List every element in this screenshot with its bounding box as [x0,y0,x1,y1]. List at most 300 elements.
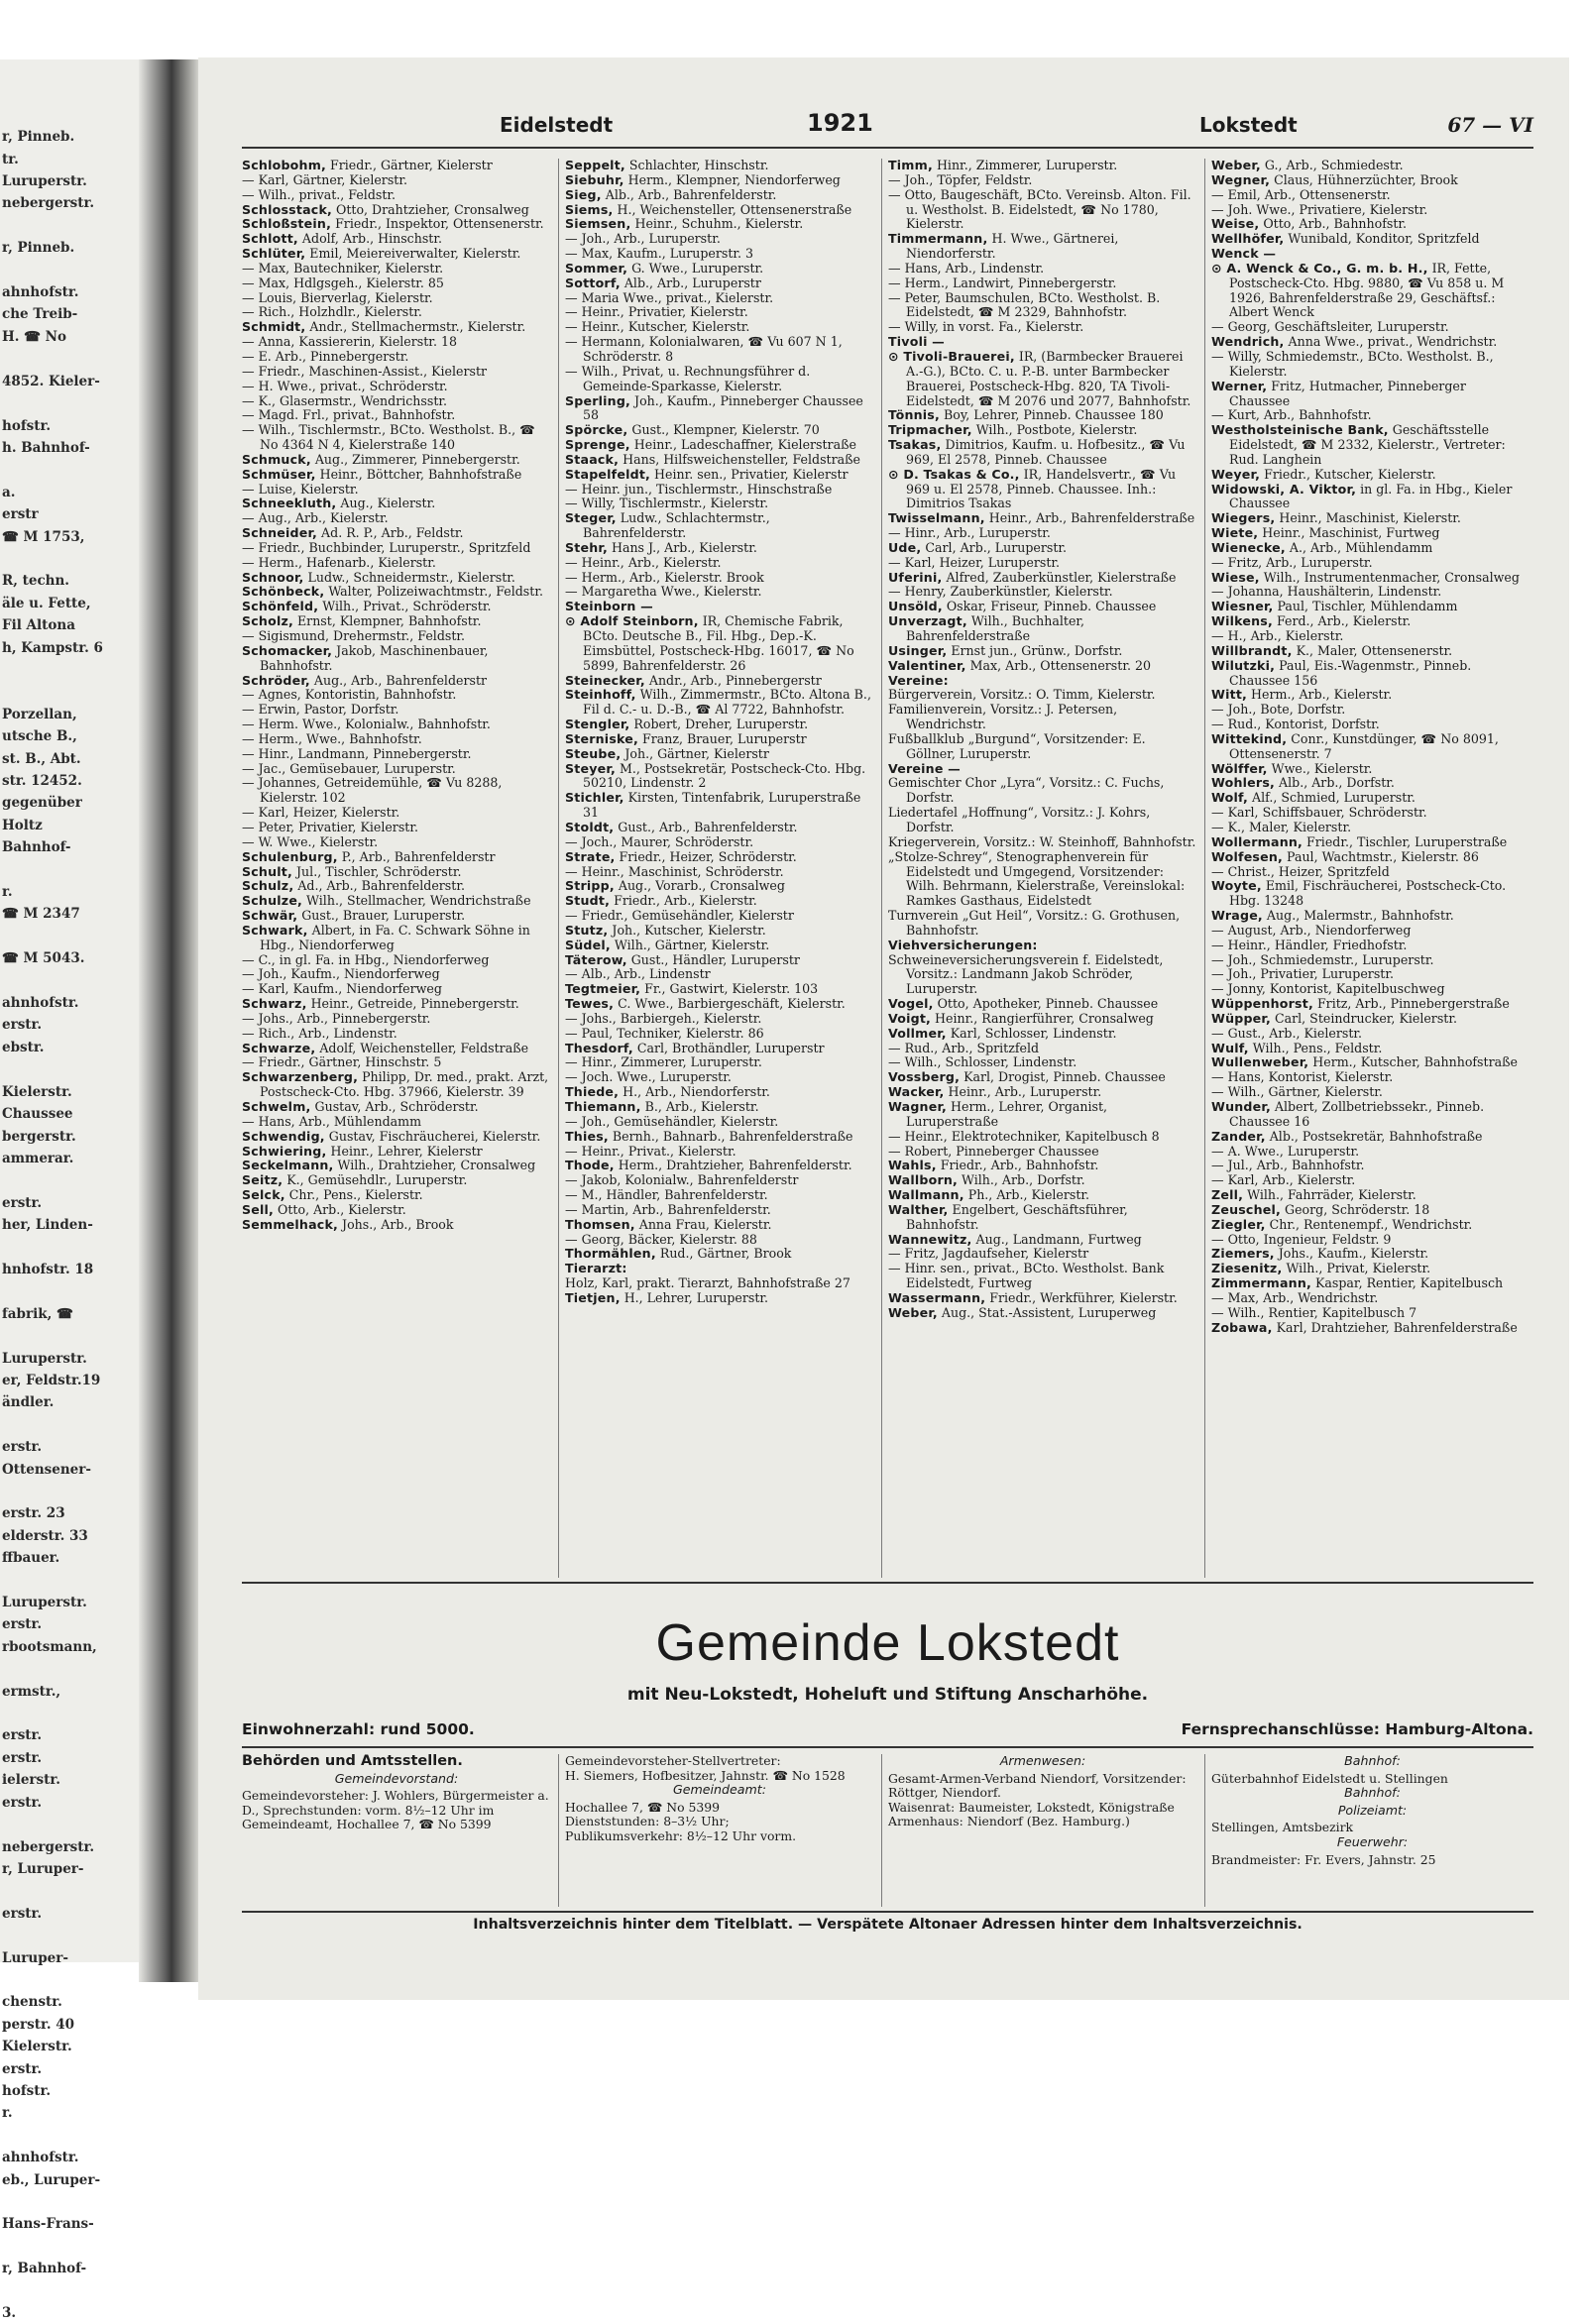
entry-surname: Wulf, [1211,1040,1249,1055]
entry-surname: Willbrandt, [1211,642,1293,658]
entry-surname: ⊙ Tivoli-Brauerei, [888,348,1015,364]
entry-surname: Schulze, [242,893,303,909]
directory-entry [565,483,874,498]
directory-entry [888,1262,1197,1291]
directory-entry [888,1233,1197,1248]
left-margin-fragment: ahnhofstr. [2,2150,79,2166]
entry-surname: Schnoor, [242,569,304,585]
directory-entry [1211,1321,1521,1336]
entry-details: — Jonny, Kontorist, Kapitelbuschweg [1211,981,1445,997]
entry-surname: Zeuschel, [1211,1201,1282,1217]
entry-details: — Willy, Schmiedemstr., BCto. Westholst. B., Kielerstr. [1211,348,1494,379]
directory-entry [1211,688,1521,703]
directory-entry [242,350,551,365]
directory-entry [888,1130,1197,1145]
directory-entry [242,1203,551,1218]
entry-details: — W. Wwe., Kielerstr. [242,833,379,849]
directory-entry [1211,600,1521,614]
entry-details: H., Lehrer, Luruperstr. [620,1289,769,1305]
entry-details: — Friedr., Gärtner, Hinschstr. 5 [242,1054,442,1070]
directory-entry [1211,791,1521,806]
entry-details: Wilh., Drahtzieher, Cronsalweg [333,1158,536,1173]
directory-entry [888,909,1197,939]
entry-details: Heinr., Maschinist, Furtweg [1258,525,1440,541]
directory-entry [242,1115,551,1130]
entry-details: — Fritz, Jagdaufseher, Kielerstr [888,1246,1089,1262]
entry-surname: ⊙ A. Wenck & Co., G. m. b. H., [1211,260,1428,276]
directory-entry [1211,1233,1521,1248]
directory-entry [1211,939,1521,953]
entry-details: — Joh., Privatier, Luruperstr. [1211,966,1394,982]
gemeinde-subtitle: mit Neu-Lokstedt, Hoheluft und Stiftung Anscharhöhe. [626,1685,1149,1705]
directory-entry [565,982,874,997]
entry-details: C. Wwe., Barbiergeschäft, Kielerstr. [614,996,846,1012]
directory-entry [888,1173,1197,1188]
entry-details: — Erwin, Pastor, Dorfstr. [242,702,399,718]
entry-details: — Heinr., Maschinist, Schröderstr. [565,863,784,879]
entry-details: — Georg, Geschäftsleiter, Luruperstr. [1211,319,1449,335]
entry-details: — Heinr., Arb., Kielerstr. [565,554,722,570]
entry-details: Wilh., Stellmacher, Wendrichstraße [302,893,531,909]
entry-surname: Vogel, [888,996,934,1012]
directory-entry [888,1055,1197,1070]
entry-details: Gust., Brauer, Luruperstr. [297,908,466,924]
left-margin-fragment: h, Kampstr. 6 [2,639,103,656]
entry-details: — Wilh., privat., Feldstr. [242,186,396,202]
left-margin-fragment: erstr. [2,1905,43,1922]
directory-entry [565,1233,874,1248]
left-margin-fragment: utsche B., [2,728,77,745]
directory-entry [242,850,551,865]
entry-surname: Wagner, [888,1099,948,1114]
entry-details: Walter, Polizeiwachtmstr., Feldstr. [324,584,543,600]
entry-details: H., Weichensteller, Ottensenerstraße [613,201,852,217]
entry-surname: Schmüser, [242,466,316,482]
entry-surname: Wittekind, [1211,730,1288,746]
directory-entry [242,1027,551,1042]
entry-details: — Hinr., Arb., Luruperstr. [888,525,1051,541]
entry-details: Kirsten, Tintenfabrik, Luruperstraße 31 [583,790,861,821]
directory-entry [565,879,874,894]
entry-details: — Luise, Kielerstr. [242,481,359,497]
directory-entry [1211,217,1521,232]
column-divider [1204,1754,1205,1907]
directory-entry [888,556,1197,571]
directory-entry [565,541,874,556]
directory-entry [242,526,551,541]
entry-details: — Hinr., Zimmerer, Luruperstr. [565,1054,762,1070]
entry-surname: Steube, [565,745,622,761]
entry-surname: Sell, [242,1201,275,1217]
left-margin-fragment: ffbauer. [2,1550,60,1567]
entry-details: — Hinr. sen., privat., BCto. Westholst. Bank Eidelstedt, Furtweg [888,1261,1165,1291]
entry-surname: Thiemann, [565,1099,641,1114]
directory-entry [1211,1012,1521,1027]
entry-surname: Schwiering, [242,1143,327,1159]
directory-entry [888,468,1197,512]
entry-surname: Wüppenhorst, [1211,996,1313,1012]
entry-details: Max, Arb., Ottensenerstr. 20 [965,657,1151,673]
left-margin-fragment: ☎ M 5043. [2,950,85,967]
left-margin-fragment: Holtz [2,817,43,833]
directory-entry [888,291,1197,321]
directory-entry [242,644,551,674]
directory-entry [1211,614,1521,629]
entry-details: Familienverein, Vorsitz.: J. Petersen, Wendrichstr. [888,702,1118,732]
left-margin-fragment: chenstr. [2,1994,62,2011]
directory-entry [888,688,1197,703]
entry-details: Friedr., Arb., Kielerstr. [610,893,757,909]
entry-details: — Henry, Zauberkünstler, Kielerstr. [888,584,1113,600]
left-margin-fragment: erstr. 23 [2,1505,65,1522]
entry-surname: Timmermann, [888,231,988,247]
entry-surname: Schulz, [242,878,294,894]
entry-surname: Wassermann, [888,1289,986,1305]
entry-surname: Wenck — [1211,246,1277,262]
entry-details: Alfred, Zauberkünstler, Kielerstraße [942,569,1177,585]
entry-details: Alb., Arb., Dorfstr. [1275,775,1395,791]
entry-surname: Südel, [565,937,611,952]
entry-surname: Strate, [565,848,616,864]
directory-entry [888,732,1197,762]
directory-entry [565,497,874,511]
entry-surname: Semmelhack, [242,1216,339,1232]
entry-details: Wilh., Fahrräder, Kielerstr. [1243,1187,1416,1203]
directory-entry [565,262,874,277]
directory-entry [242,894,551,909]
entry-details: Wilh., Gärtner, Kielerstr. [610,937,770,952]
entry-surname: Vossberg, [888,1069,961,1085]
directory-entry [565,217,874,232]
directory-entry [888,335,1197,350]
welfare-subheading: Armenwesen: [999,1753,1086,1768]
entry-surname: Stengler, [565,717,630,732]
entry-details: Jakob, Maschinenbauer, Bahnhofstr. [260,642,489,673]
authorities-column-2 [565,1754,874,1907]
entry-details: — Hans, Kontorist, Kielerstr. [1211,1069,1394,1085]
entry-details: — Rud., Arb., Spritzfeld [888,1040,1040,1055]
entry-surname: Schloßstein, [242,216,332,232]
left-margin-fragment: gegenüber [2,795,82,812]
entry-details: Heinr., Maschinist, Kielerstr. [1275,510,1461,526]
left-margin-fragment: Porzellan, [2,706,77,722]
entry-details: Heinr., Rangierführer, Cronsalweg [931,1010,1154,1026]
left-margin-fragment: H. ☎ No [2,328,67,345]
entry-details: — Willy, Tischlermstr., Kielerstr. [565,496,769,511]
directory-entry [888,997,1197,1012]
entry-surname: Wendrich, [1211,334,1285,350]
directory-entry [242,997,551,1012]
directory-entry [565,320,874,335]
left-margin-fragment: hofstr. [2,2082,52,2099]
entry-details: — Magd. Frl., privat., Bahnhofstr. [242,407,456,423]
entry-details: Ernst, Klempner, Bahnhofstr. [292,613,482,629]
directory-entry [242,277,551,291]
entry-details: — Sigismund, Drehermstr., Feldstr. [242,628,466,643]
entry-details: Holz, Karl, prakt. Tierarzt, Bahnhofstraße 27 [565,1275,850,1291]
office-public-hours: Publikumsverkehr: 8½–12 Uhr vorm. [565,1827,797,1843]
left-margin-fragment: tr. [2,151,19,167]
entry-surname: Walther, [888,1201,949,1217]
directory-entry [565,909,874,924]
office-subheading: Gemeindeamt: [673,1782,766,1798]
entry-surname: Schmidt, [242,319,306,335]
left-margin-fragment: Luruperstr. [2,173,87,190]
left-margin-fragment [0,2280,173,2302]
left-margin-fragment: r, Pinneb. [2,240,75,257]
entry-surname: Seitz, [242,1172,283,1188]
entry-surname: Vereine — [888,760,961,776]
entry-surname: Voigt, [888,1010,932,1026]
entry-details: — Friedr., Gemüsehändler, Kielerstr [565,908,794,924]
entry-surname: Unverzagt, [888,613,967,629]
entry-surname: Woyte, [1211,878,1262,894]
entry-details: — Gust., Arb., Kielerstr. [1211,1025,1363,1041]
directory-entry [242,571,551,586]
entry-surname: Schlüter, [242,246,306,262]
directory-entry [242,453,551,468]
entry-details: Heinr. sen., Privatier, Kielerstr [650,466,849,482]
entry-surname: Studt, [565,893,611,909]
entry-surname: Tripmacher, [888,422,972,438]
entry-details: in gl. Fa. in Hbg., Kieler Chaussee [1229,481,1513,511]
directory-entry [1211,1070,1521,1085]
authorities-column-1 [242,1754,551,1907]
directory-entry [1211,1291,1521,1306]
left-margin-fragment: nebergerstr. [2,195,95,212]
directory-entry [565,1012,874,1027]
directory-entry [1211,879,1521,909]
entry-details: — C., in gl. Fa. in Hbg., Niendorferweg [242,951,490,967]
directory-entry [1211,644,1521,659]
entry-details: Wilh., Postbote, Kielerstr. [971,422,1138,438]
directory-entry [888,939,1197,953]
entry-details: Alf., Schmied, Luruperstr. [1248,790,1416,806]
entry-details: — Aug., Arb., Kielerstr. [242,510,389,526]
directory-entry [1211,1130,1521,1145]
directory-entry [888,232,1197,262]
entry-details: — Joh., Bote, Dorfstr. [1211,702,1346,718]
station-subheading-2: Bahnhof: [1344,1785,1401,1801]
entry-surname: Wiegers, [1211,510,1276,526]
entry-details: Carl, Steindrucker, Kielerstr. [1270,1010,1457,1026]
entry-details: Ludw., Schneidermstr., Kielerstr. [303,569,515,585]
directory-entry [565,1247,874,1262]
directory-entry [888,659,1197,674]
directory-entry [1211,865,1521,880]
authorities-section [242,1754,1533,1907]
entry-details: — Anna, Kassiererin, Kielerstr. 18 [242,334,457,350]
entry-details: Emil, Fischräucherei, Postscheck-Cto. Hbg. 13248 [1229,878,1507,909]
directory-entry [565,159,874,173]
entry-details: — Johs., Arb., Pinnebergerstr. [242,1010,431,1026]
entry-surname: Wahls, [888,1158,937,1173]
directory-entry [1211,423,1521,468]
directory-entry [565,438,874,453]
entry-details: Gustav, Arb., Schröderstr. [310,1099,479,1114]
directory-entry [888,644,1197,659]
book-gutter [139,59,198,1982]
entry-details: Aug., Stat.-Assistent, Luruperweg [937,1304,1157,1320]
directory-entry [242,953,551,968]
left-margin-fragment: nebergerstr. [2,1838,95,1855]
entry-details: — Johs., Barbiergeh., Kielerstr. [565,1010,762,1026]
left-margin-fragment: str. 12452. [2,773,82,789]
entry-surname: Sprenge, [565,437,630,453]
directory-entry [888,1027,1197,1042]
directory-entry [565,1055,874,1070]
left-margin-fragment: Kielerstr. [2,1083,72,1100]
directory-entry [242,203,551,218]
entry-surname: Wellhöfer, [1211,231,1285,247]
entry-surname: Wiesner, [1211,599,1274,614]
directory-entry [565,924,874,939]
entry-details: Albert, in Fa. C. Schwark Söhne in Hbg., Niendorferweg [260,922,530,952]
directory-entry [565,1173,874,1188]
entry-details: Turnverein „Gut Heil“, Vorsitz.: G. Grothusen, Bahnhofstr. [888,908,1181,938]
entry-details: Geschäftsstelle Eidelstedt, ☎ M 2332, Kielerstr., Vertreter: Rud. Langhein [1229,422,1506,467]
entry-surname: Weyer, [1211,466,1261,482]
entry-surname: Selck, [242,1187,285,1203]
entry-surname: Weber, [888,1304,938,1320]
directory-entry [1211,1042,1521,1056]
entry-surname: Schneekluth, [242,496,337,511]
entry-details: H., Arb., Niendorferstr. [619,1084,770,1100]
directory-entry [242,629,551,644]
directory-column-3 [888,159,1197,1578]
entry-details: Conr., Kunstdünger, ☎ No 8091, Ottensenerstr. 7 [1229,730,1499,761]
directory-entry [888,1100,1197,1130]
entry-details: — Paul, Techniker, Kielerstr. 86 [565,1025,764,1041]
left-margin-fragment: r. [2,2105,13,2122]
directory-entry [242,762,551,777]
directory-entry [565,556,874,571]
entry-details: Ernst jun., Grünw., Dorfstr. [947,642,1123,658]
left-margin-fragment: ermstr., [2,1683,61,1700]
entry-details: — Fritz, Arb., Luruperstr. [1211,554,1373,570]
header-town-lokstedt: Lokstedt [1199,113,1298,137]
entry-surname: Seppelt, [565,158,625,172]
entry-details: Karl, Schlosser, Lindenstr. [946,1025,1117,1041]
entry-surname: Schönfeld, [242,599,319,614]
entry-details: — Jul., Arb., Bahnhofstr. [1211,1158,1365,1173]
entry-details: Herm., Kutscher, Bahnhofstraße [1308,1054,1518,1070]
entry-details: Alb., Arb., Luruperstr [620,275,761,290]
entry-details: Herm., Drahtzieher, Bahrenfelderstr. [614,1158,852,1173]
entry-surname: Wrage, [1211,908,1263,924]
entry-details: Chr., Rentenempf., Wendrichstr. [1265,1216,1473,1232]
entry-details: Heinr., Ladeschaffner, Kielerstraße [629,437,856,453]
entry-details: Aug., Malermstr., Bahnhofstr. [1262,908,1454,924]
left-margin-fragment: st. B., Abt. [2,750,81,767]
left-margin-fragment: her, Linden- [2,1217,93,1234]
directory-entry [888,277,1197,291]
directory-entry [565,247,874,262]
directory-entry [1211,159,1521,173]
entry-surname: Schwelm, [242,1099,311,1114]
entry-details: — Maria Wwe., privat., Kielerstr. [565,289,774,305]
left-margin-fragment: Luruper- [2,1949,68,1966]
entry-surname: Wiete, [1211,525,1259,541]
gemeinde-info-row [242,1720,1533,1744]
left-margin-fragment: Hans-Frans- [2,2216,94,2233]
left-margin-fragment: che Treib- [2,306,78,323]
entry-surname: Werner, [1211,378,1268,393]
entry-details: — Karl, Gärtner, Kielerstr. [242,171,407,187]
entry-surname: Wölffer, [1211,760,1268,776]
entry-surname: Widowski, A. Viktor, [1211,481,1357,497]
entry-details: Herm., Arb., Kielerstr. [1247,687,1393,703]
directory-entry [1211,526,1521,541]
entry-details: — Max, Kaufm., Luruperstr. 3 [565,246,754,262]
left-margin-fragment: ahnhofstr. [2,995,79,1012]
directory-entry [242,320,551,335]
directory-entry [242,541,551,556]
left-margin-fragment: bergerstr. [2,1128,76,1145]
entry-details: — Herm., Wwe., Bahnhofstr. [242,730,422,746]
entry-details: — Heinr. jun., Tischlermstr., Hinschstraße [565,481,833,497]
entry-details: — Heinr., Kutscher, Kielerstr. [565,319,750,335]
entry-details: Heinr., Schuhm., Kielerstr. [630,216,804,232]
directory-entry [1211,835,1521,850]
phone-connections: Fernsprechanschlüsse: Hamburg-Altona. [1181,1720,1533,1738]
directory-entry [888,511,1197,526]
entry-details: Ferd., Arb., Kielerstr. [1272,613,1412,629]
entry-details: Adolf, Weichensteller, Feldstraße [315,1040,529,1055]
column-divider [881,159,882,1578]
freight-station: Güterbahnhof Eidelstedt u. Stellingen [1211,1770,1448,1786]
entry-details: IR, (Barmbecker Brauerei A.-G.), BCto. C. u. P.-B. unter Barmbecker Brauerei, Postscheck-Hbg. 820, TA Tivoli-Eidelstedt, ☎ M 2076 und 2077, Bahnhofstr. [906,348,1191,408]
entry-surname: Schlosstack, [242,201,333,217]
directory-entry [1211,320,1521,335]
left-margin-fragment: erstr. [2,1439,43,1456]
entry-details: — Heinr., Privat., Kielerstr. [565,1143,736,1159]
directory-entry [565,997,874,1012]
directory-entry [1211,232,1521,247]
entry-details: Otto, Arb., Bahnhofstr. [1259,216,1408,232]
directory-entry [565,1276,874,1291]
directory-entry [1211,732,1521,762]
entry-surname: Schröder, [242,672,310,688]
directory-entry [888,835,1197,850]
entry-details: — Kurt, Arb., Bahnhofstr. [1211,407,1372,423]
directory-entry [242,305,551,320]
entry-details: — Louis, Bierverlag, Kielerstr. [242,289,433,305]
directory-entry [242,1012,551,1027]
entry-surname: Tietjen, [565,1289,621,1305]
directory-entry [565,203,874,218]
deputy-heading: Gemeindevorsteher-Stellvertreter: [565,1753,781,1768]
directory-entry [242,909,551,924]
entry-surname: Sottorf, [565,275,621,290]
entry-details: Anna Wwe., privat., Wendrichstr. [1284,334,1498,350]
left-margin-fragment: hofstr. [2,417,52,434]
directory-entry [242,468,551,483]
directory-entry [242,967,551,982]
directory-entry [1211,203,1521,218]
left-margin-fragment: a. [2,484,16,500]
entry-details: Friedr., Tischler, Luruperstraße [1303,833,1508,849]
directory-entry [888,1188,1197,1203]
entry-details: — Margaretha Wwe., Kielerstr. [565,584,762,600]
directory-entry [1211,718,1521,732]
directory-entry [888,571,1197,586]
directory-entry [242,703,551,718]
directory-entry [888,438,1197,468]
entry-details: M., Postsekretär, Postscheck-Cto. Hbg. 50210, Lindenstr. 2 [583,760,866,791]
entry-details: G., Arb., Schmiedestr. [1260,158,1404,172]
entry-details: — K., Glasermstr., Wendrichsstr. [242,392,448,408]
